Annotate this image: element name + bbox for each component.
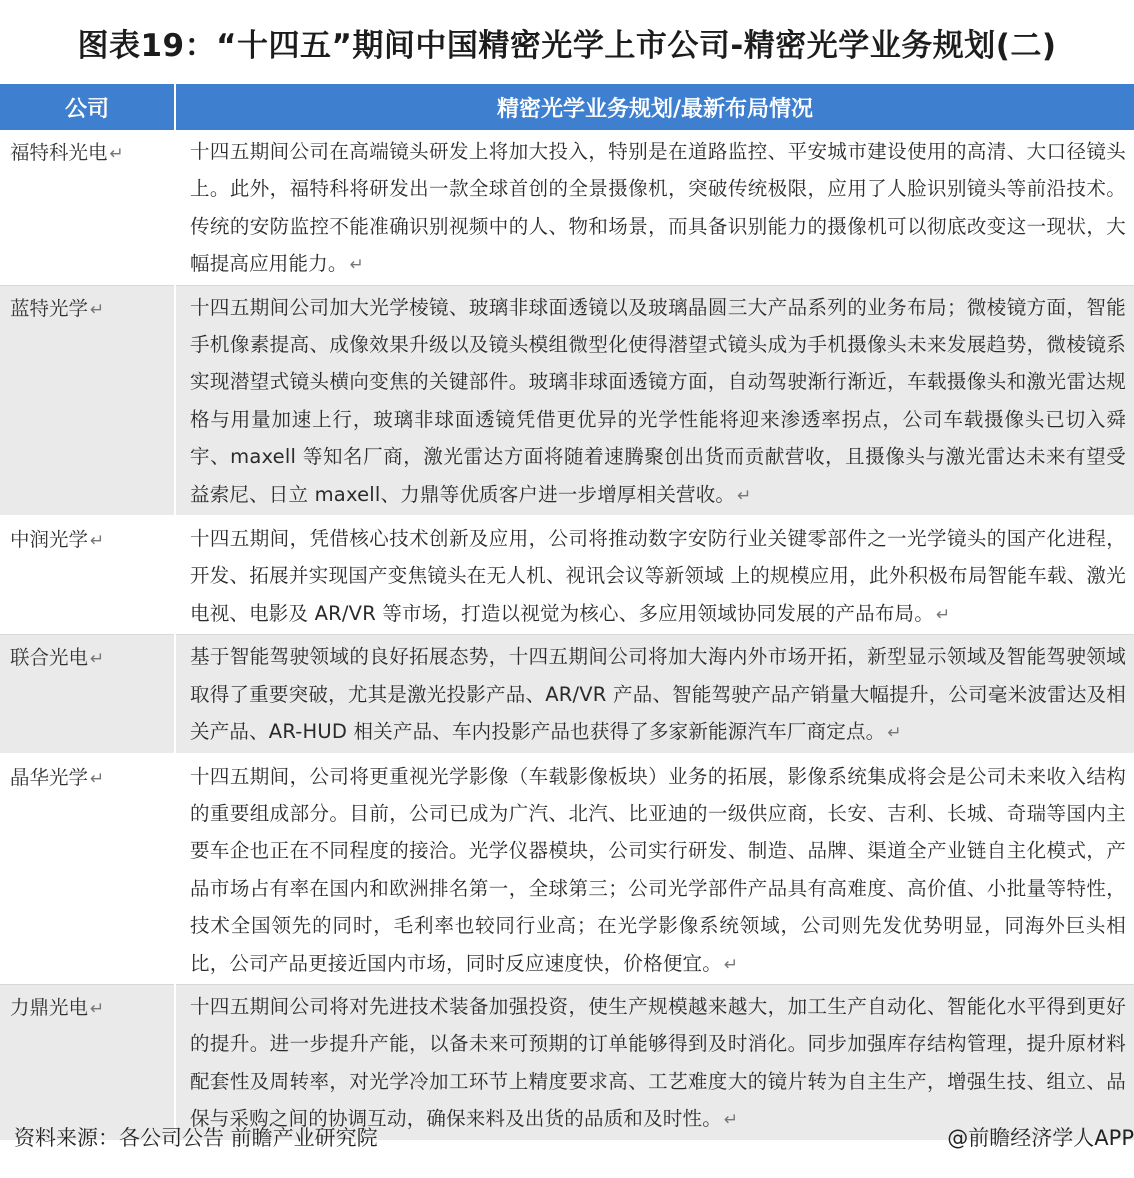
plan-cell: 基于智能驾驶领域的良好拓展态势，十四五期间公司将加大海内外市场开拓，新型显示领域及智能驾驶领域取得了重要突破，尤其是激光投影产品、AR/VR 产品、智能驾驶产品产销量大幅提升，公司毫米波雷达及相关产品、AR-HUD 相关产品、车内投影产品也获得了多家新能源汽车厂商定点。 ↵ bbox=[175, 635, 1134, 754]
credit-note: @前瞻经济学人APP bbox=[947, 1126, 1134, 1150]
table-header-row bbox=[0, 84, 1134, 130]
company-cell: 力鼎光电 ↵ bbox=[0, 984, 175, 1140]
source-note: 资料来源：各公司公告 前瞻产业研究院 bbox=[14, 1126, 378, 1150]
chart-title: 图表19：“十四五”期间中国精密光学上市公司-精密光学业务规划(二) bbox=[77, 27, 1057, 64]
company-cell: 联合光电 ↵ bbox=[0, 635, 175, 754]
table-row bbox=[0, 130, 1134, 285]
table-row bbox=[0, 516, 1134, 635]
business-plan-table bbox=[0, 84, 1134, 1142]
table-row bbox=[0, 285, 1134, 516]
company-cell: 福特科光电 ↵ bbox=[0, 130, 175, 285]
plan-cell: 十四五期间公司加大光学棱镜、玻璃非球面透镜以及玻璃晶圆三大产品系列的业务布局；微棱镜方面，智能手机像素提高、成像效果升级以及镜头模组微型化使得潜望式镜头成为手机摄像头未来发展趋势，微棱镜系实现潜望式镜头横向变焦的关键部件。玻璃非球面透镜方面，自动驾驶渐行渐近，车载摄像头和激光雷达规格与用量加速上行，玻璃非球面透镜凭借更优异的光学性能将迎来渗透率拐点，公司车载摄像头已切入舜宇、maxell 等知名厂商，激光雷达方面将随着速腾聚创出货而贡献营收，且摄像头与激光雷达未来有望受益索尼、日立 maxell、力鼎等优质客户进一步增厚相关营收。 ↵ bbox=[175, 285, 1134, 516]
plan-cell: 十四五期间公司在高端镜头研发上将加大投入，特别是在道路监控、平安城市建设使用的高清、大口径镜头上。此外，福特科将研发出一款全球首创的全景摄像机，突破传统极限，应用了人脸识别镜头等前沿技术。传统的安防监控不能准确识别视频中的人、物和场景，而具备识别能力的摄像机可以彻底改变这一现状，大幅提高应用能力。 ↵ bbox=[175, 130, 1134, 285]
footer bbox=[0, 1110, 1134, 1164]
plan-cell: 十四五期间，公司将更重视光学影像（车载影像板块）业务的拓展，影像系统集成将会是公司未来收入结构的重要组成部分。目前，公司已成为广汽、北汽、比亚迪的一级供应商，长安、吉利、长城、奇瑞等国内主要车企也正在不同程度的接洽。光学仪器模块，公司实行研发、制造、品牌、渠道全产业链自主化模式，产品市场占有率在国内和欧洲排名第一，全球第三；公司光学部件产品具有高难度、高价值、小批量等特性，技术全国领先的同时，毛利率也较同行业高；在光学影像系统领域，公司则先发优势明显，同海外巨头相比，公司产品更接近国内市场，同时反应速度快，价格便宜。 ↵ bbox=[175, 754, 1134, 985]
header-plan: 精密光学业务规划/最新布局情况 bbox=[175, 84, 1134, 130]
table-row bbox=[0, 754, 1134, 985]
company-cell: 晶华光学 ↵ bbox=[0, 754, 175, 985]
plan-cell: 十四五期间公司将对先进技术装备加强投资，使生产规模越来越大，加工生产自动化、智能化水平得到更好的提升。进一步提升产能，以备未来可预期的订单能够得到及时消化。同步加强库存结构管理，提升原材料配套性及周转率，对光学冷加工环节上精度要求高、工艺难度大的镜片转为自主生产，增强生技、组立、品保与采购之间的协调互动，确保来料及出货的品质和及时性。 ↵ bbox=[175, 984, 1134, 1140]
plan-cell: 十四五期间，凭借核心技术创新及应用，公司将推动数字安防行业关键零部件之一光学镜头的国产化进程，开发、拓展并实现国产变焦镜头在无人机、视讯会议等新领域 上的规模应用，此外积极布局智能车载、激光电视、电影及 AR/VR 等市场，打造以视觉为核心、多应用领域协同发展的产品布局。 ↵ bbox=[175, 516, 1134, 635]
company-cell: 蓝特光学 ↵ bbox=[0, 285, 175, 516]
table-row bbox=[0, 635, 1134, 754]
header-company: 公司 bbox=[0, 84, 175, 130]
company-cell: 中润光学 ↵ bbox=[0, 516, 175, 635]
